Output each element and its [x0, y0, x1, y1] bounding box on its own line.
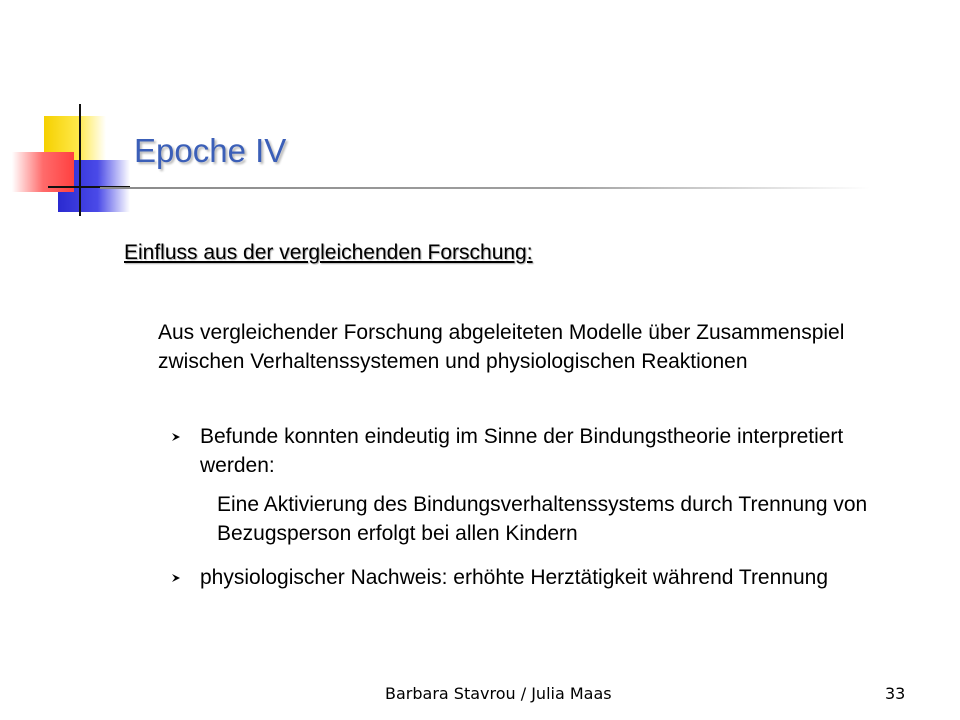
footer-authors: Barbara Stavrou / Julia Maas	[385, 684, 612, 703]
vertical-line	[79, 104, 81, 216]
slide-title: Epoche IV	[134, 132, 287, 169]
title-divider	[100, 187, 870, 189]
bullet-subtext: Eine Aktivierung des Bindungsverhaltenssystems durch Trennung von Bezugsperson erfolgt bei allen Kindern	[217, 493, 868, 545]
bullet-item	[200, 422, 900, 480]
bullet-text: physiologischer Nachweis: erhöhte Herztätigkeit während Trennung	[200, 566, 829, 589]
arrowhead-bullet-icon	[170, 431, 182, 443]
decorative-logo-blocks	[0, 0, 140, 230]
intro-paragraph: Aus vergleichender Forschung abgeleiteten Modelle über Zusammenspiel zwischen Verhaltenssystemen und physiologischen Reaktionen	[158, 321, 845, 373]
bullet-item	[200, 563, 900, 592]
page-number: 33	[885, 684, 906, 703]
arrowhead-bullet-icon	[170, 572, 182, 584]
bullet-text: Befunde konnten eindeutig im Sinne der Bindungstheorie interpretiert werden:	[200, 425, 844, 477]
subheading: Einfluss aus der vergleichenden Forschung:	[124, 241, 533, 264]
